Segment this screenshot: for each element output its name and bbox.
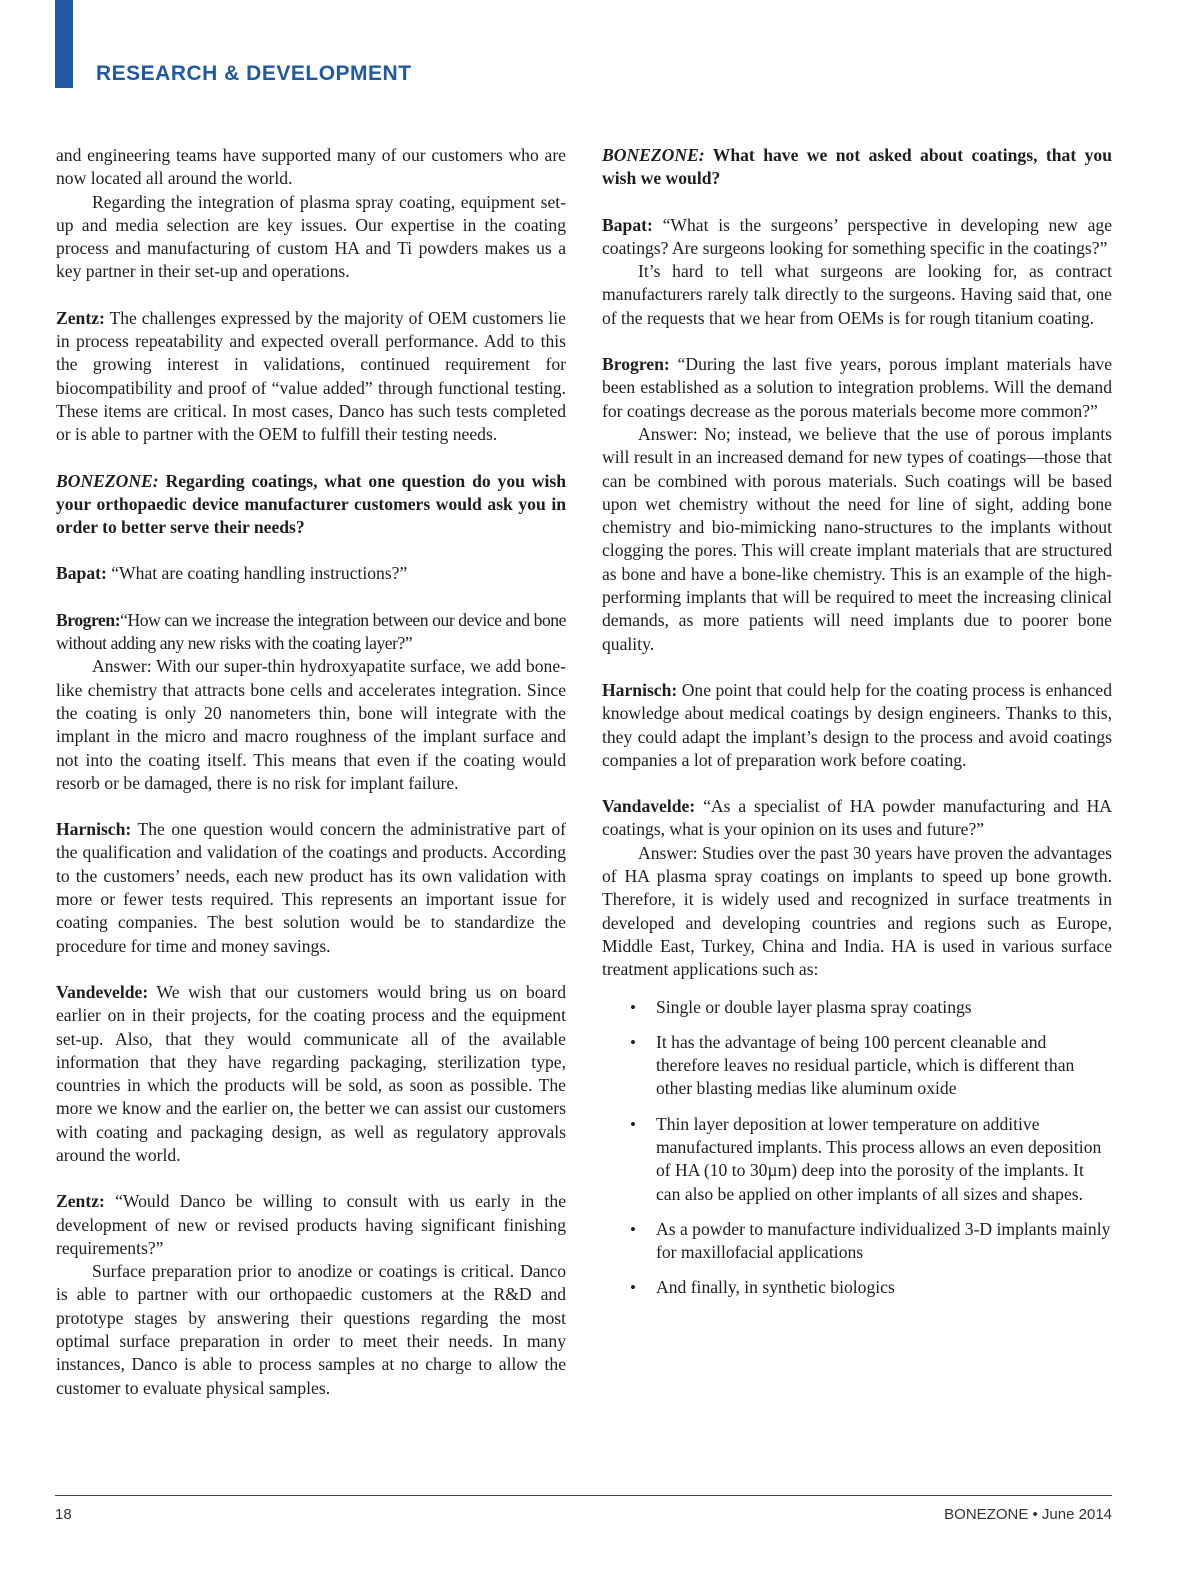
question-label: BONEZONE:: [602, 145, 705, 165]
speaker-name: Bapat:: [602, 214, 653, 235]
response-harnisch: [56, 818, 566, 958]
speaker-name: Bapat:: [56, 563, 107, 584]
speaker-name: Harnisch:: [56, 819, 132, 840]
response-text: We wish that our customers would bring us on board earlier on in their projects, for the coating process and the equipment set-up. Also, that they would communicate all of the available information that they have regarding packaging, sterilization type, countries in which the products will be sold, as soon as possible. The more we know and the earlier on, the better we can assist our customers with coating and packaging design, as well as regulatory approvals around the world.: [56, 981, 566, 1165]
question-text: Regarding coatings, what one question do you wish your orthopaedic device manufacturer customers would ask you in order to better serve their needs?: [56, 470, 566, 538]
answer-text: Answer: With our super-thin hydroxyapatite surface, we add bone-like chemistry that attracts bone cells and accelerates integration. Since the coating is only 20 nanometers thin, bone will integrate with the implant in the micro and macro roughness of the implant surface and not into the coating itself. This means that even if the coating would resorb or be damaged, there is no risk for implant failure.: [56, 656, 566, 793]
bullet-text: As a powder to manufacture individualized 3-D implants mainly for maxillofacial applications: [656, 1218, 1111, 1263]
question-text: What have we not asked about coatings, that you wish we would?: [602, 145, 1112, 189]
section-accent-bar: [55, 0, 73, 88]
paragraph: and engineering teams have supported many of our customers who are now located all around the world.: [56, 145, 566, 189]
bullet-text: It has the advantage of being 100 percent cleanable and therefore leaves no residual particle, which is different than other blasting medias like aluminum oxide: [656, 1031, 1075, 1099]
answer-text: Answer: Studies over the past 30 years have proven the advantages of HA plasma spray coatings on implants to speed up bone growth. Therefore, it is widely used and recognized in surface treatments in developed and developing countries and regions such as Europe, Middle East, Turkey, China and India. HA is used in various surface treatment applications such as:: [602, 842, 1112, 980]
response-text: The one question would concern the administrative part of the qualification and validation of the coatings and products. According to the customers’ needs, each new product has its own validation with more or fewer tests required. This represents an important issue for coating companies. The best solution would be to standardize the procedure for time and money savings.: [56, 819, 566, 956]
bullet-item: [602, 1218, 1112, 1265]
bullet-item: [602, 996, 1112, 1019]
bullet-icon: •: [630, 1278, 636, 1298]
response-text: “What is the surgeons’ perspective in developing new age coatings? Are surgeons looking for something specific in the coatings?”: [602, 214, 1112, 258]
bullet-item: [602, 1113, 1112, 1206]
bullet-item: [602, 1031, 1112, 1101]
bullet-list: [602, 996, 1112, 1300]
response-bapat: [56, 562, 566, 585]
response-text: “What are coating handling instructions?”: [106, 563, 408, 584]
interview-question: [56, 470, 566, 540]
response-zentz: [56, 307, 566, 447]
bullet-text: Thin layer deposition at lower temperature on additive manufactured implants. This process allows an even deposition of HA (10 to 30µm) deep into the porosity of the implants. It can also be applied on other implants of all sizes and shapes.: [656, 1113, 1102, 1204]
right-column: [602, 144, 1112, 1312]
bullet-icon: •: [630, 997, 636, 1017]
answer-text: Answer: No; instead, we believe that the use of porous implants will result in an increased demand for new types of coatings—those that can be combined with porous materials. Such coatings will be based upon wet chemistry without the need for line of sight, adding bone chemistry and bio-mimicking nano-structures to the implants without clogging the pores. This will create implant materials that are structured as bone and have a bone-like chemistry. This is an example of the high-performing implants that will be required to meet the increasing clinical demands, as more patients will need implants due to poorer bone quality.: [602, 423, 1112, 654]
speaker-name: Harnisch:: [602, 679, 678, 700]
speaker-name: Vandevelde:: [56, 981, 149, 1002]
bullet-icon: •: [630, 1114, 636, 1134]
response-vandevelde: [56, 981, 566, 1167]
response-text: One point that could help for the coating process is enhanced knowledge about medical coatings by design engineers. Thanks to this, they could adapt the implant’s design to the process and avoid coatings companies a lot of preparation work before coating.: [602, 679, 1112, 770]
response-harnisch: [602, 679, 1112, 772]
response-brogren: [56, 609, 566, 656]
answer-text: Surface preparation prior to anodize or coatings is critical. Danco is able to partner with our orthopaedic customers at the R&D and prototype stages by answering their questions regarding the most optimal surface preparation in order to meet their needs. In many instances, Danco is able to process samples at no charge to allow the customer to evaluate physical samples.: [56, 1261, 566, 1398]
response-text: “Would Danco be willing to consult with us early in the development of new or revised products having significant finishing requirements?”: [56, 1191, 566, 1258]
bullet-text: Single or double layer plasma spray coatings: [656, 996, 972, 1017]
answer-text: It’s hard to tell what surgeons are looking for, as contract manufacturers rarely talk directly to the surgeons. Having said that, one of the requests that we hear from OEMs is for rough titanium coating.: [602, 261, 1112, 328]
speaker-name: Zentz:: [56, 307, 105, 328]
interview-question: [602, 144, 1112, 191]
section-title: RESEARCH & DEVELOPMENT: [96, 62, 412, 85]
bullet-item: [602, 1276, 1112, 1299]
footer-divider: [55, 1495, 1112, 1496]
response-text: The challenges expressed by the majority of OEM customers lie in process repeatability and expected overall performance. Add to this the growing interest in validations, continued requirement for biocompatibility and proof of “value added” through functional testing. These items are critical. In most cases, Danco has such tests completed or is able to partner with the OEM to fulfill their testing needs.: [56, 307, 566, 445]
speaker-name: Brogren:: [56, 609, 121, 630]
response-text: “How can we increase the integration between our device and bone without adding any new risks with the coating layer?”: [56, 609, 566, 654]
response-vandavelde: [602, 795, 1112, 842]
speaker-name: Zentz:: [56, 1191, 105, 1212]
bullet-text: And finally, in synthetic biologics: [656, 1277, 895, 1298]
bullet-icon: •: [630, 1219, 636, 1239]
bullet-icon: •: [630, 1032, 636, 1052]
response-brogren: [602, 353, 1112, 423]
left-column: [56, 144, 566, 1400]
question-label: BONEZONE:: [56, 470, 159, 491]
page-number: 18: [55, 1506, 72, 1523]
speaker-name: Vandavelde:: [602, 796, 696, 817]
response-text: “During the last five years, porous implant materials have been established as a solution to integration problems. Will the demand for coatings decrease as the porous materials become more common?”: [602, 354, 1112, 421]
speaker-name: Brogren:: [602, 354, 670, 375]
response-bapat: [602, 214, 1112, 261]
response-text: “As a specialist of HA powder manufacturing and HA coatings, what is your opinion on its uses and future?”: [602, 796, 1112, 840]
response-zentz-2: [56, 1190, 566, 1260]
paragraph: Regarding the integration of plasma spray coating, equipment set-up and media selection are key issues. Our expertise in the coating process and manufacturing of custom HA and Ti powders makes us a key partner in their set-up and operations.: [56, 191, 566, 282]
publication-info: BONEZONE • June 2014: [944, 1506, 1112, 1523]
